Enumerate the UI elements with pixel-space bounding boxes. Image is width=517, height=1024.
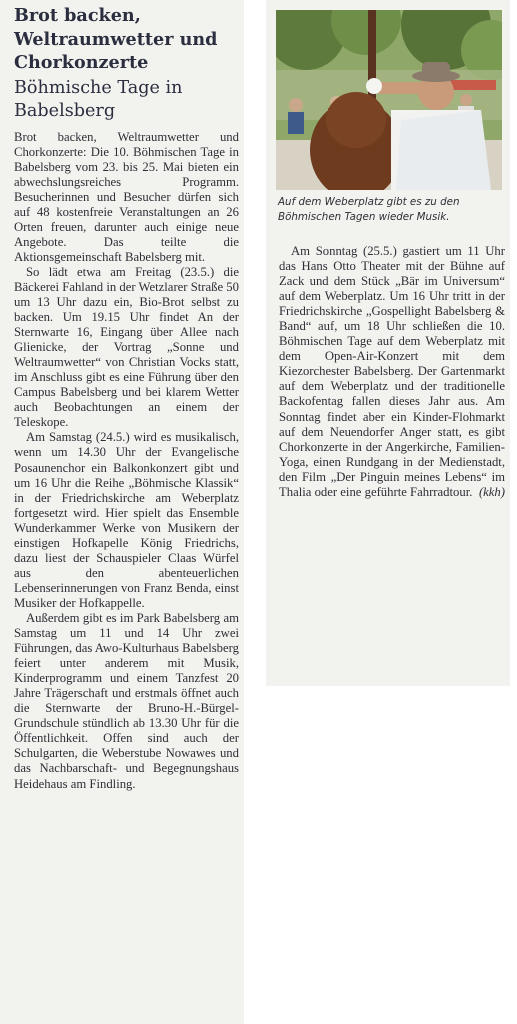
- author-initials: (kkh): [478, 484, 505, 499]
- article-right-column: [266, 0, 510, 686]
- article-headline: Brot backen, Weltraumwetter und Chorkonzerte: [14, 5, 218, 73]
- paragraph: Außerdem gibt es im Park Babelsberg am Samstag um 11 und 14 Uhr zwei Führungen, das Awo-Kulturhaus Babelsberg feiert unter anderem mit Musik, Kinderprogramm und einem Tanzfest 20 Jahre Trägerschaft und erstmals öffnet auch die Sternwarte der Bruno-H.-Bürgel-Grundschule stündlich ab 13.30 Uhr für die Öffentlichkeit. Offen sind auch der Schulgarten, die Weberstube Nowawes und das Nachbarschaft- und Begegnungshaus Heidehaus am Findling.: [14, 611, 239, 791]
- paragraph: Am Sonntag (25.5.) gastiert um 11 Uhr das Hans Otto Theater mit der Bühne auf Zack und dem Stück „Bär im Universum“ auf dem Weberplatz. Um 16 Uhr tritt in der Friedrichskirche „Gospellight Babelsberg & Band“ auf, um 18 Uhr schließen die 10. Böhmischen Tage auf dem Weberplatz mit dem Open-Air-Konzert mit dem Kiezorchester Babelsberg. Der Gartenmarkt auf dem Weberplatz und der traditionelle Backofentag fallen dieses Jahr aus. Am Sonntag findet aber ein Kinder-Flohmarkt auf dem Neuendorfer Anger statt, es gibt Chorkonzerte in der Angerkirche, Familien-Yoga, einen Rundgang in der Medienstadt, den Film „Der Pinguin meines Lebens“ im Thalia oder eine geführte Fahrradtour.: [279, 244, 505, 499]
- paragraph: Am Samstag (24.5.) wird es musikalisch, wenn um 14.30 Uhr der Evangelische Posaunenchor ein Balkonkonzert gibt und um 16 Uhr die Reihe „Böhmische Klassik“ in der Friedrichskirche am Weberplatz fortgesetzt wird. Hier spielt das Ensemble Wunderkammer Werke von Musikern der einstigen Hofkapelle König Friedrichs, dazu liest der Schauspieler Claas Würfel aus den abenteuerlichen Lebenserinnerungen von Franz Benda, einst Musiker der Hofkappelle.: [14, 430, 239, 610]
- article-body-left: [14, 130, 239, 792]
- paragraph: Brot backen, Weltraumwetter und Chorkonzerte: Die 10. Böhmischen Tage in Babelsberg vom 23. bis 25. Mai bieten ein abwechslungsreiches Programm. Besucherinnen und Besucher dürfen sich auf 48 kostenfreie Veranstaltungen an 26 Orten freuen, darunter auch einige neue Angebote. Das teilte die Aktionsgemeinschaft Babelsberg mit.: [14, 129, 239, 264]
- paragraph: So lädt etwa am Freitag (23.5.) die Bäckerei Fahland in der Wetzlarer Straße 50 um 13 Uhr dazu ein, Bio-Brot selbst zu backen. Um 19.15 Uhr findet An der Sternwarte 16, Eingang über Allee nach Glienicke, der Vortrag „Sonne und Weltraumwetter“ von Christian Vocks statt, im Anschluss gibt es eine Führung über den Campus Babelsberg und bei klarem Wetter auch Beobachtungen an einem der Teleskope.: [14, 264, 239, 430]
- musician-photo-illustration: [276, 10, 502, 190]
- article-left-column: [0, 0, 244, 1024]
- photo-caption: Auf dem Weberplatz gibt es zu den Böhmischen Tagen wieder Musik.: [278, 196, 460, 223]
- article-photo: [276, 10, 502, 190]
- article-subheadline: Böhmische Tage in Babelsberg: [14, 77, 183, 121]
- article-body-right: [279, 244, 505, 500]
